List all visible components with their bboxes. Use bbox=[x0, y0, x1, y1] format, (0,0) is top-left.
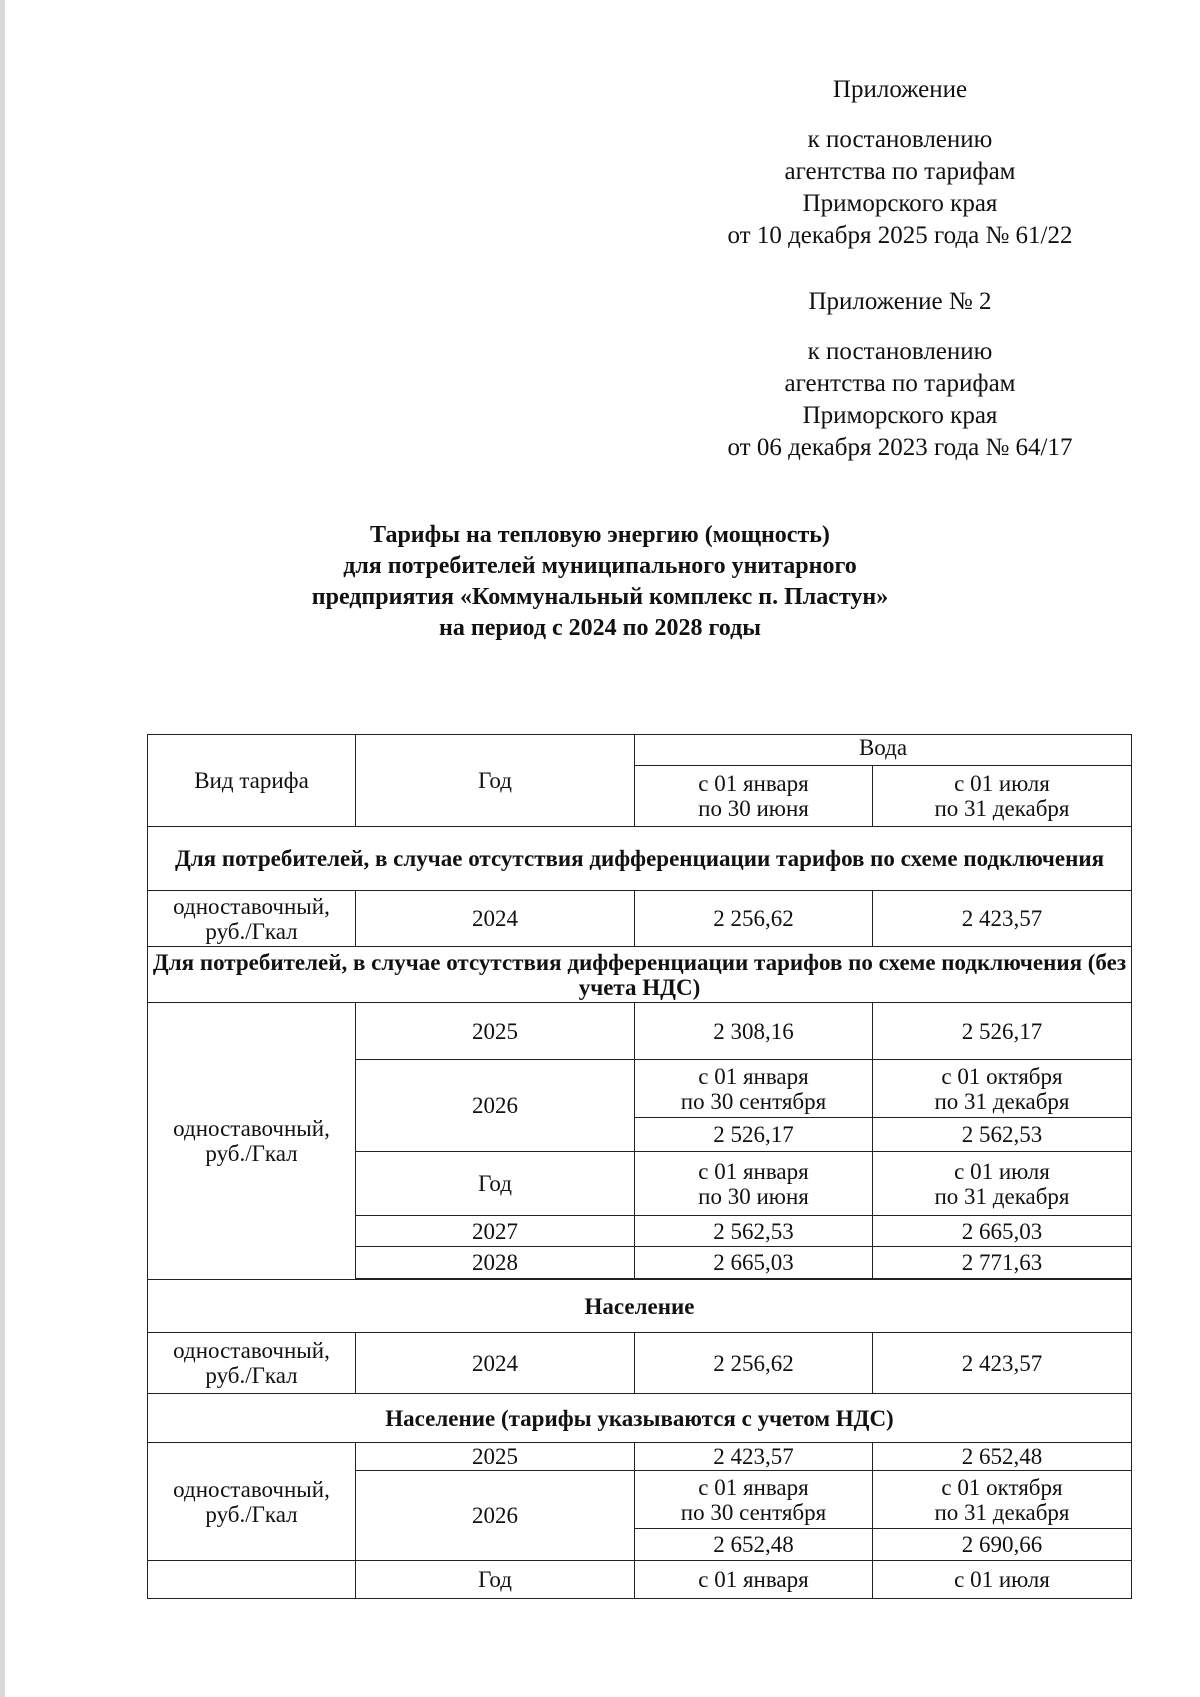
value-cell: 2 526,17 bbox=[635, 1118, 873, 1152]
value-cell: 2 665,03 bbox=[873, 1216, 1132, 1247]
period-cell: с 01 июля bbox=[873, 1561, 1132, 1599]
year-cell: 2024 bbox=[356, 1333, 635, 1394]
value-cell: 2 526,17 bbox=[873, 1003, 1132, 1060]
period-cell: с 01 января bbox=[635, 1561, 873, 1599]
year-cell: 2028 bbox=[356, 1247, 635, 1279]
value-cell: 2 562,53 bbox=[635, 1216, 873, 1247]
value-cell: 2 308,16 bbox=[635, 1003, 873, 1060]
appendix2-spacer bbox=[600, 318, 1200, 336]
section-row bbox=[148, 827, 1132, 891]
tariff-type-cell: одноставочный, руб./Гкал bbox=[148, 1003, 356, 1280]
title-line: на период с 2024 по 2028 годы bbox=[439, 615, 761, 641]
tariff-type-cell: одноставочный, руб./Гкал bbox=[148, 1333, 356, 1394]
value-cell: 2 423,57 bbox=[635, 1443, 873, 1471]
value-cell: 2 256,62 bbox=[635, 1333, 873, 1394]
header-period-2: с 01 июля по 31 декабря bbox=[873, 766, 1132, 827]
value-cell: 2 423,57 bbox=[873, 1333, 1132, 1394]
period-cell: с 01 января по 30 сентября bbox=[635, 1060, 873, 1118]
section-row bbox=[148, 1280, 1132, 1333]
period-cell: с 01 января по 30 сентября bbox=[635, 1471, 873, 1529]
section-title: Население bbox=[148, 1280, 1132, 1333]
period-cell: с 01 января по 30 июня bbox=[635, 1152, 873, 1216]
appendix-line: от 10 декабря 2025 года № 61/22 bbox=[727, 222, 1073, 249]
table-row bbox=[148, 1333, 1132, 1394]
year-cell: 2026 bbox=[356, 1060, 635, 1152]
value-cell: 2 665,03 bbox=[635, 1247, 873, 1279]
value-cell: 2 652,48 bbox=[873, 1443, 1132, 1471]
year-header-cell: Год bbox=[356, 1152, 635, 1216]
header-year: Год bbox=[356, 735, 635, 827]
value-cell: 2 690,66 bbox=[873, 1529, 1132, 1561]
year-cell: 2024 bbox=[356, 891, 635, 947]
title-line: предприятия «Коммунальный комплекс п. Пластун» bbox=[311, 584, 889, 610]
year-header-cell: Год bbox=[356, 1561, 635, 1599]
appendix2-line: Приморского края bbox=[802, 402, 998, 429]
appendix2-line: к постановлению bbox=[807, 338, 993, 365]
section-row bbox=[148, 947, 1132, 1003]
value-cell: 2 652,48 bbox=[635, 1529, 873, 1561]
section-title: Для потребителей, в случае отсутствия дифференциации тарифов по схеме подключения bbox=[148, 827, 1132, 891]
period-cell: с 01 октября по 31 декабря bbox=[873, 1060, 1132, 1118]
header-water: Вода bbox=[635, 735, 1132, 766]
section-title: Для потребителей, в случае отсутствия дифференциации тарифов по схеме подключения (без учета НДС) bbox=[148, 947, 1132, 1003]
period-cell: с 01 октября по 31 декабря bbox=[873, 1471, 1132, 1529]
value-cell: 2 562,53 bbox=[873, 1118, 1132, 1152]
tariff-table bbox=[147, 734, 1132, 1599]
appendix-line: агентства по тарифам bbox=[784, 158, 1016, 185]
table-row bbox=[148, 1443, 1132, 1471]
tariff-type-cell: одноставочный, руб./Гкал bbox=[148, 891, 356, 947]
table-row bbox=[148, 1003, 1132, 1060]
year-cell: 2026 bbox=[356, 1471, 635, 1561]
value-cell: 2 423,57 bbox=[873, 891, 1132, 947]
page-edge bbox=[0, 0, 5, 1697]
appendix-spacer bbox=[600, 106, 1200, 124]
appendix2-title: Приложение № 2 bbox=[808, 288, 992, 315]
table-row bbox=[148, 891, 1132, 947]
table-subheader-row bbox=[148, 1561, 1132, 1599]
period-cell: с 01 июля по 31 декабря bbox=[873, 1152, 1132, 1216]
appendix2-line: от 06 декабря 2023 года № 64/17 bbox=[727, 434, 1073, 461]
appendix-line: к постановлению bbox=[807, 126, 993, 153]
appendix-title: Приложение bbox=[832, 76, 968, 103]
blank-cell bbox=[148, 1561, 356, 1599]
value-cell: 2 256,62 bbox=[635, 891, 873, 947]
section-title: Население (тарифы указываются с учетом НДС) bbox=[148, 1394, 1132, 1443]
year-cell: 2025 bbox=[356, 1003, 635, 1060]
tariff-type-cell: одноставочный, руб./Гкал bbox=[148, 1443, 356, 1561]
document-title bbox=[0, 520, 1200, 644]
section-row bbox=[148, 1394, 1132, 1443]
title-line: для потребителей муниципального унитарного bbox=[343, 553, 857, 579]
appendix-line: Приморского края bbox=[802, 190, 998, 217]
header-tariff-type: Вид тарифа bbox=[148, 735, 356, 827]
title-line: Тарифы на тепловую энергию (мощность) bbox=[370, 522, 830, 548]
value-cell: 2 771,63 bbox=[873, 1247, 1132, 1279]
appendix2-header bbox=[600, 286, 1200, 464]
table-header-row bbox=[148, 735, 1132, 766]
year-cell: 2025 bbox=[356, 1443, 635, 1471]
header-period-1: с 01 января по 30 июня bbox=[635, 766, 873, 827]
appendix-header bbox=[600, 74, 1200, 252]
year-cell: 2027 bbox=[356, 1216, 635, 1247]
appendix2-line: агентства по тарифам bbox=[784, 370, 1016, 397]
